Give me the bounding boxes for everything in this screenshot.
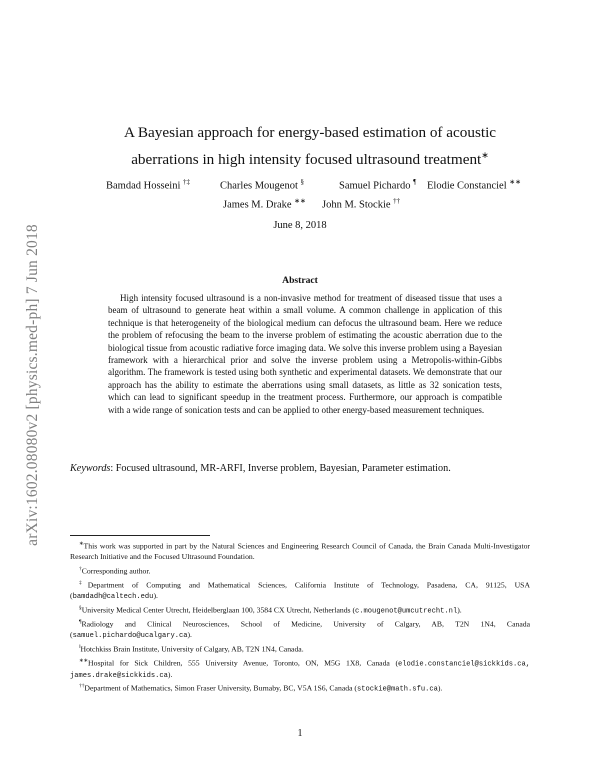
author: Elodie Constanciel ∗∗	[427, 178, 521, 192]
footnote: §University Medical Center Utrecht, Heidelberglaan 100, 3584 CX Utrecht, Netherlands (c.mougenot@umcutrecht.nl).	[79, 604, 462, 616]
footnote: ¶Radiology and Clinical Neurosciences, School of Medicine, University of Calgary, AB, T2N 1N4, Canada (samuel.pichardo@ucalgary.ca).	[70, 618, 530, 640]
email-link[interactable]: stockie@math.sfu.ca	[356, 686, 438, 695]
paper-title	[70, 122, 550, 171]
footnote-rule	[70, 535, 210, 536]
footnote: ††Department of Mathematics, Simon Fraser University, Burnaby, BC, V5A 1S6, Canada (stockie@math.sfu.ca).	[79, 683, 443, 695]
footnote: ∗This work was supported in part by the Natural Sciences and Engineering Research Council of Canada, the Brain Canada Multi-Investigator Research Initiative and the Focused Ultrasound Foundation.	[70, 541, 530, 562]
footnote: ‡Department of Computing and Mathematical Sciences, California Institute of Technology, Pasadena, CA, 91125, USA (bamdadh@caltech.edu).	[70, 579, 530, 602]
author: John M. Stockie ††	[322, 197, 401, 211]
abstract-heading: Abstract	[282, 275, 318, 286]
arxiv-stamp-text: arXiv:1602.08080v2 [physics.med-ph] 7 Jun 2018	[24, 224, 41, 546]
title-line-1: A Bayesian approach for energy-based estimation of acoustic	[123, 124, 497, 141]
abstract-text: High intensity focused ultrasound is a non-invasive method for treatment of diseased tissue that uses a beam of ultrasound to generate heat within a small volume. A common challenge in application of this technique is that heterogeneity of the biological medium can defocus the ultrasound beam. Here we reduce the problem of refocusing the beam to the inverse problem of estimating the acoustic aberration due to the biological tissue from acoustic radiative force imaging data. We solve this inverse problem using a Bayesian framework with a hierarchical prior and solve the inverse problem using a Metropolis-within-Gibbs algorithm. The framework is tested using both synthetic and experimental datasets. We demonstrate that our approach has the ability to estimate the aberrations using small datasets, as little as 32 sonication tests, which can lead to significant speedup in the treatment process. Furthermore, our approach is compatible with a wide range of sonication tests and can be applied to other energy-based measurement techniques.	[108, 293, 502, 415]
keywords	[70, 463, 540, 474]
title-footnote-mark: ∗	[481, 150, 489, 160]
author: Charles Mougenot §	[220, 178, 304, 192]
email-link[interactable]: samuel.pichardo@ucalgary.ca	[72, 631, 188, 640]
keywords-label: Keywords	[70, 463, 111, 474]
author: James M. Drake ∗∗	[223, 197, 306, 211]
footnotes	[70, 539, 530, 696]
footnote: †Corresponding author.	[79, 565, 151, 576]
publication-date: June 8, 2018	[273, 220, 327, 231]
author: Samuel Pichardo ¶	[339, 178, 417, 192]
author: Bamdad Hosseini †‡	[106, 178, 190, 192]
page-number: 1	[297, 728, 303, 739]
email-link[interactable]: elodie.constanciel@sickkids.ca, james.drake@sickkids.ca	[70, 660, 530, 680]
email-link[interactable]: c.mougenot@umcutrecht.nl	[355, 607, 458, 616]
footnote: ∗∗Hospital for Sick Children, 555 University Avenue, Toronto, ON, M5G 1X8, Canada (elodie.constanciel@sickkids.ca, james.drake@sickkids.ca).	[70, 657, 530, 680]
arxiv-stamp	[24, 185, 42, 585]
footnote: ‖Hotchkiss Brain Institute, University of Calgary, AB, T2N 1N4, Canada.	[79, 643, 304, 654]
title-line-2: aberrations in high intensity focused ultrasound treatment∗	[131, 150, 489, 169]
keywords-text: : Focused ultrasound, MR-ARFI, Inverse problem, Bayesian, Parameter estimation.	[110, 463, 451, 474]
email-link[interactable]: bamdadh@caltech.edu	[72, 593, 154, 602]
